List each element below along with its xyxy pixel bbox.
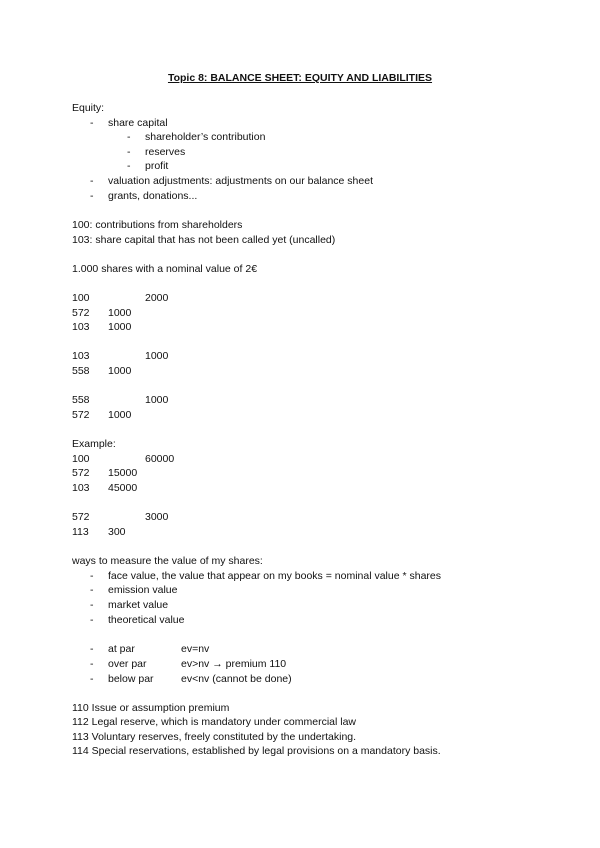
bullet-dash: - (90, 190, 94, 202)
equity-item: grants, donations... (108, 190, 198, 202)
ways-item: emission value (108, 584, 178, 596)
entry-credit: 2000 (145, 292, 169, 304)
account-line: 100: contributions from shareholders (72, 219, 243, 231)
ways-heading: ways to measure the value of my shares: (72, 555, 263, 567)
entry-credit: 1000 (145, 350, 169, 362)
ways-item: theoretical value (108, 614, 185, 626)
entry-account: 572 (72, 467, 90, 479)
reserve-line: 113 Voluntary reserves, freely constituted by the undertaking. (72, 731, 357, 743)
entry-credit: 1000 (145, 394, 169, 406)
bullet-dash: - (127, 131, 131, 143)
reserve-line: 112 Legal reserve, which is mandatory under commercial law (72, 716, 357, 728)
equity-subitem: shareholder’s contribution (145, 131, 266, 143)
par-rule: ev<nv (cannot be done) (181, 673, 292, 685)
bullet-dash: - (90, 614, 94, 626)
entry-debit: 1000 (108, 307, 132, 319)
example-label: Example: (72, 438, 116, 450)
bullet-dash: - (127, 160, 131, 172)
bullet-dash: - (90, 599, 94, 611)
bullet-dash: - (90, 643, 94, 655)
reserve-line: 110 Issue or assumption premium (72, 702, 230, 714)
par-label: over par (108, 658, 147, 670)
entry-account: 572 (72, 307, 90, 319)
ways-item: market value (108, 599, 169, 611)
entry-credit: 3000 (145, 511, 169, 523)
entry-account: 558 (72, 365, 90, 377)
ways-item: face value, the value that appear on my books = nominal value * shares (108, 570, 441, 582)
entry-debit: 300 (108, 526, 126, 538)
entry-account: 572 (72, 409, 90, 421)
bullet-dash: - (90, 658, 94, 670)
entry-debit: 1000 (108, 409, 132, 421)
equity-subitem: profit (145, 160, 169, 172)
bullet-dash: - (90, 570, 94, 582)
equity-item: share capital (108, 117, 168, 129)
equity-subitem: reserves (145, 146, 186, 158)
bullet-dash: - (90, 117, 94, 129)
reserve-line: 114 Special reservations, established by legal provisions on a mandatory basis. (72, 745, 441, 757)
shares-note: 1.000 shares with a nominal value of 2€ (72, 263, 258, 275)
bullet-dash: - (90, 175, 94, 187)
bullet-dash: - (90, 673, 94, 685)
page-title: Topic 8: BALANCE SHEET: EQUITY AND LIABILITIES (167, 72, 433, 84)
entry-debit: 1000 (108, 365, 132, 377)
bullet-dash: - (127, 146, 131, 158)
entry-account: 100 (72, 453, 90, 465)
par-rule: ev>nv → premium 110 (181, 658, 287, 670)
entry-account: 100 (72, 292, 90, 304)
entry-debit: 45000 (108, 482, 138, 494)
entry-account: 558 (72, 394, 90, 406)
par-rule: ev=nv (181, 643, 210, 655)
par-label: at par (108, 643, 135, 655)
equity-item: valuation adjustments: adjustments on our balance sheet (108, 175, 373, 187)
entry-debit: 1000 (108, 321, 132, 333)
entry-account: 572 (72, 511, 90, 523)
entry-credit: 60000 (145, 453, 175, 465)
equity-heading: Equity: (72, 102, 105, 114)
bullet-dash: - (90, 584, 94, 596)
entry-account: 103 (72, 482, 90, 494)
entry-account: 113 (72, 526, 89, 538)
par-label: below par (108, 673, 154, 685)
account-line: 103: share capital that has not been called yet (uncalled) (72, 234, 336, 246)
entry-account: 103 (72, 350, 90, 362)
entry-debit: 15000 (108, 467, 138, 479)
entry-account: 103 (72, 321, 90, 333)
